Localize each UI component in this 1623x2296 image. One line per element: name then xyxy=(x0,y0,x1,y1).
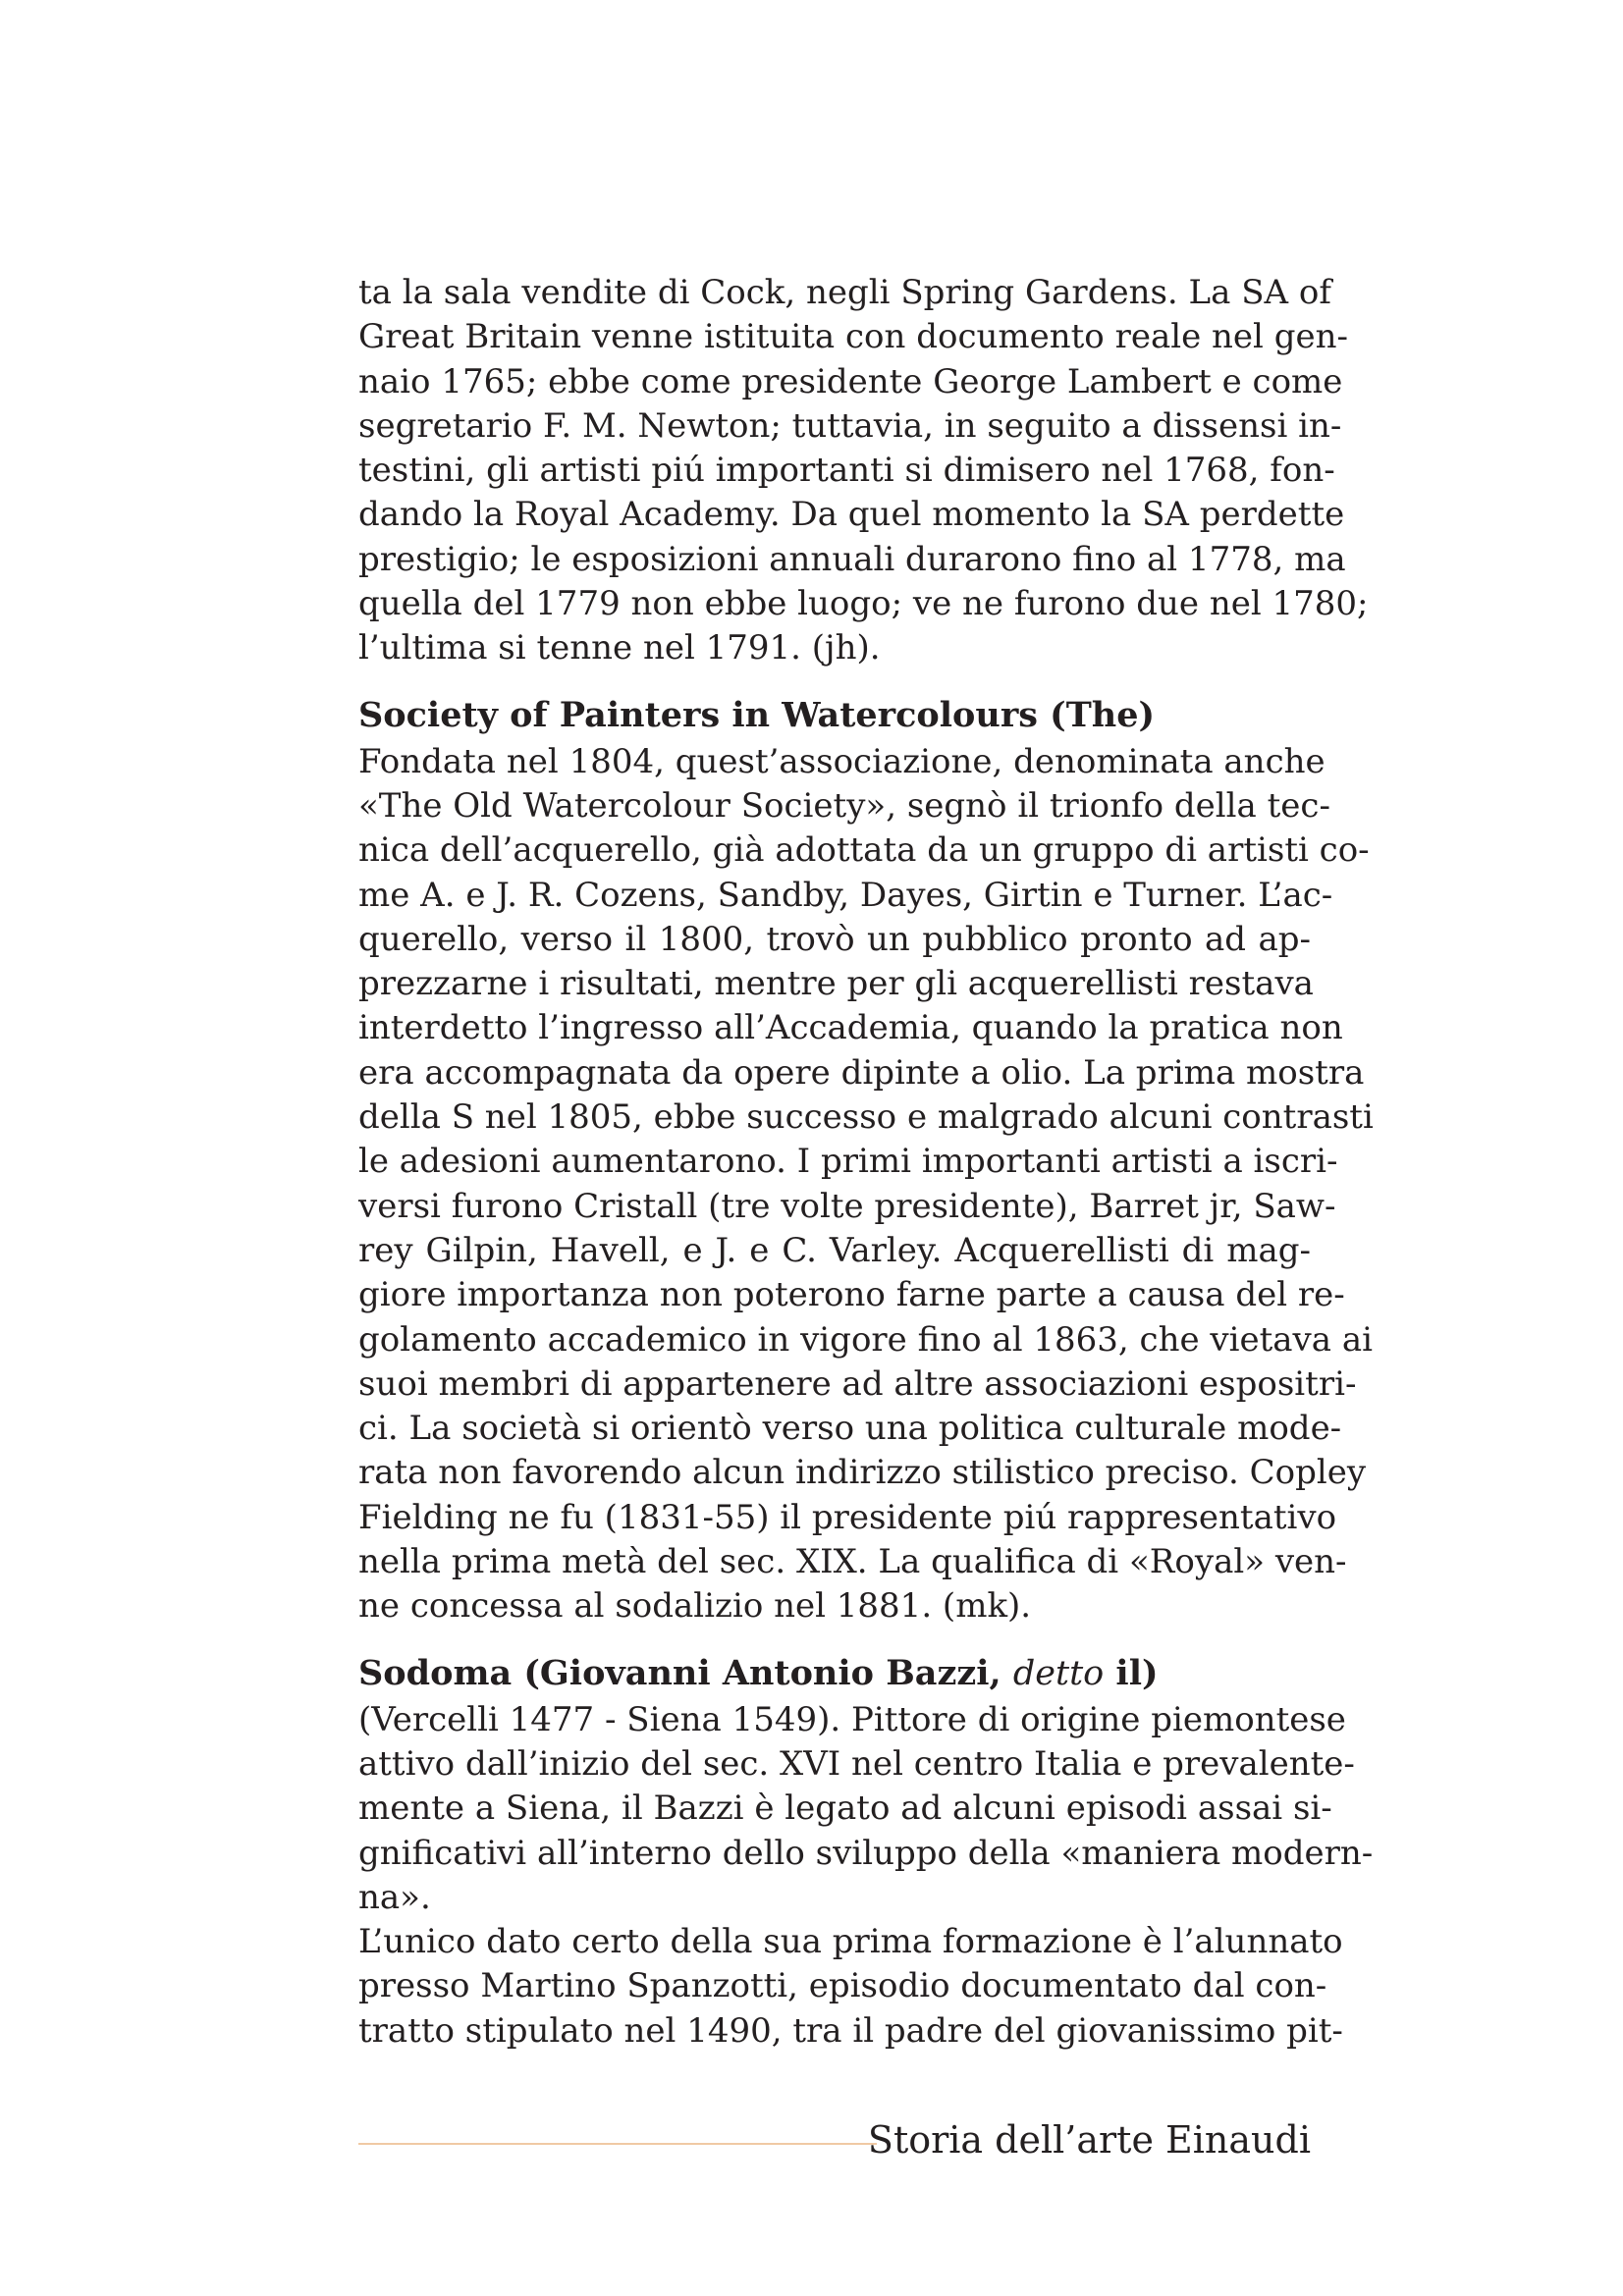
text-line: prestigio; le esposizioni annuali durarono fino al 1778, ma xyxy=(358,539,1346,579)
text-line: rey Gilpin, Havell, e J. e C. Varley. Acquerellisti di mag- xyxy=(358,1230,1311,1270)
text-line: mente a Siena, il Bazzi è legato ad alcuni episodi assai si- xyxy=(358,1789,1332,1829)
text-line: presso Martino Spanzotti, episodio documentato dal con- xyxy=(358,1966,1327,2006)
text-line: naio 1765; ebbe come presidente George Lambert e come xyxy=(358,361,1343,401)
text-line: tratto stipulato nel 1490, tra il padre del giovanissimo pit- xyxy=(358,2010,1343,2051)
entry-heading xyxy=(358,1651,1311,1696)
text-line: nica dell’acquerello, già adottata da un gruppo di artisti co- xyxy=(358,830,1370,871)
text-line: testini, gli artisti piú importanti si dimisero nel 1768, fon- xyxy=(358,451,1335,491)
text-line: Great Britain venne istituita con documento reale nel gen- xyxy=(358,317,1348,357)
text-line: versi furono Cristall (tre volte presidente), Barret jr, Saw- xyxy=(358,1186,1336,1226)
entry-society-of-artists xyxy=(358,271,1369,671)
text-line: rata non favorendo alcun indirizzo stilistico preciso. Copley xyxy=(358,1453,1367,1493)
text-line: le adesioni aumentarono. I primi importanti artisti a iscri- xyxy=(358,1142,1338,1182)
text-line: dando la Royal Academy. Da quel momento la SA perdette xyxy=(358,495,1345,535)
text-line: giore importanza non poterono farne parte a causa del re- xyxy=(358,1275,1345,1315)
heading-part: Sodoma (Giovanni Antonio Bazzi, xyxy=(358,1652,1013,1693)
text-line: era accompagnata da opere dipinte a olio. La prima mostra xyxy=(358,1052,1365,1093)
text-line: quella del 1779 non ebbe luogo; ve ne furono due nel 1780; xyxy=(358,584,1369,624)
text-line: golamento accademico in vigore fino al 1863, che vietava ai xyxy=(358,1319,1373,1360)
text-line: prezzarne i risultati, mentre per gli acquerellisti restava xyxy=(358,964,1314,1004)
document-page xyxy=(358,271,1374,2054)
text-line: della S nel 1805, ebbe successo e malgrado alcuni contrasti xyxy=(358,1097,1374,1138)
text-line: L’unico dato certo della sua prima formazione è l’alunnato xyxy=(358,1922,1343,1962)
footer-title: Storia dell’arte Einaudi xyxy=(867,2118,1311,2162)
heading-part: il) xyxy=(1104,1652,1159,1693)
text-line: Fielding ne fu (1831-55) il presidente piú rappresentativo xyxy=(358,1497,1337,1537)
text-line: na». xyxy=(358,1877,431,1917)
text-line: (Vercelli 1477 - Siena 1549). Pittore di origine piemontese xyxy=(358,1699,1346,1739)
text-line: querello, verso il 1800, trovò un pubblico pronto ad ap- xyxy=(358,919,1311,959)
text-line: nella prima metà del sec. XIX. La qualifica di «Royal» ven- xyxy=(358,1542,1347,1582)
text-line: l’ultima si tenne nel 1791. (jh). xyxy=(358,628,881,668)
entry-heading: Society of Painters in Watercolours (The) xyxy=(358,694,1156,735)
text-line: segretario F. M. Newton; tuttavia, in seguito a dissensi in- xyxy=(358,405,1342,446)
text-line: ne concessa al sodalizio nel 1881. (mk). xyxy=(358,1586,1032,1627)
entry-society-of-painters xyxy=(358,693,1374,1629)
heading-part-italic: detto xyxy=(1012,1653,1105,1693)
text-line: suoi membri di appartenere ad altre associazioni espositri- xyxy=(358,1363,1357,1404)
text-line: attivo dall’inizio del sec. XVI nel centro Italia e prevalente- xyxy=(358,1743,1355,1784)
entry-sodoma xyxy=(358,1651,1374,2054)
text-line: ci. La società si orientò verso una politica culturale mode- xyxy=(358,1409,1342,1449)
text-line: «The Old Watercolour Society», segnò il trionfo della tec- xyxy=(358,785,1330,826)
text-line: gnificativi all’interno dello sviluppo della «maniera modern- xyxy=(358,1833,1374,1873)
text-line: interdetto l’ingresso all’Accademia, quando la pratica non xyxy=(358,1008,1343,1048)
text-line: Fondata nel 1804, quest’associazione, denominata anche xyxy=(358,741,1325,781)
text-line: me A. e J. R. Cozens, Sandby, Dayes, Girtin e Turner. L’ac- xyxy=(358,875,1333,915)
footer-rule xyxy=(358,2143,877,2145)
text-line: ta la sala vendite di Cock, negli Spring Gardens. La SA of xyxy=(358,273,1331,312)
